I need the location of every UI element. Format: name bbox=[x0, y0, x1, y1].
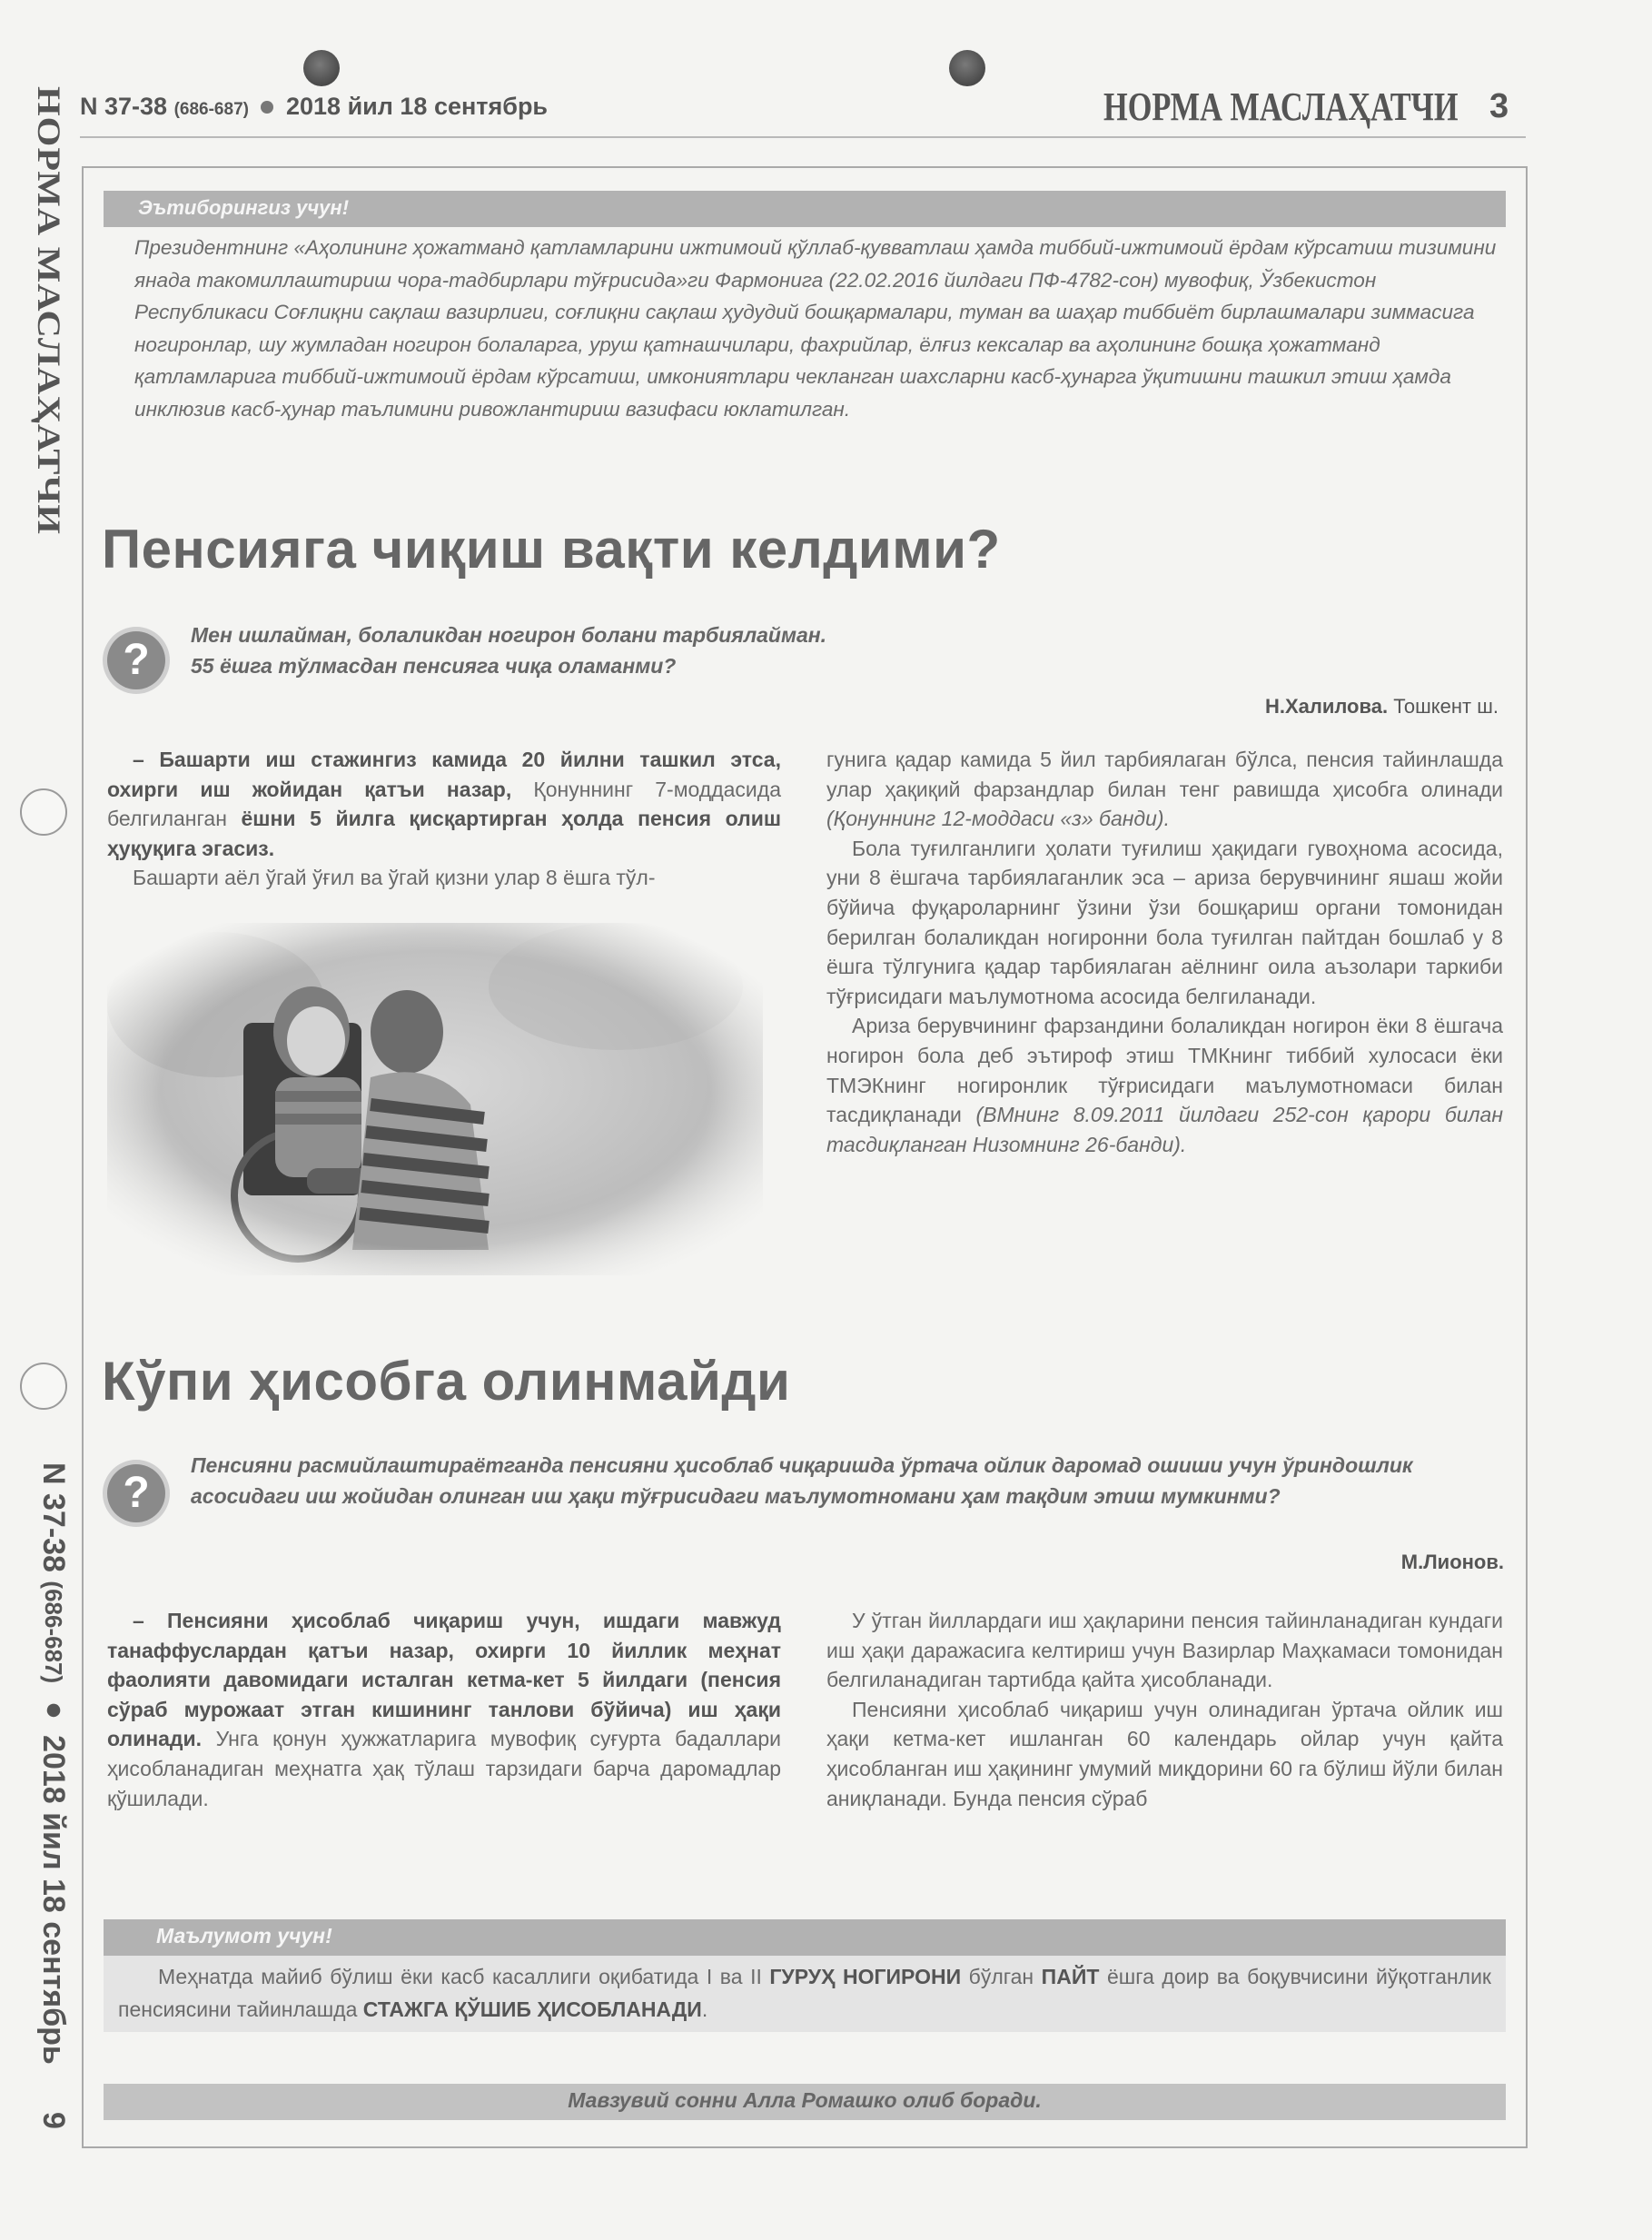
spine-page-number: 9 bbox=[36, 2112, 71, 2129]
info-b1: ГУРУҲ НОГИРОНИ bbox=[769, 1965, 962, 1988]
article2-author bbox=[1141, 1551, 1504, 1574]
punch-mark-right bbox=[949, 50, 985, 86]
article2-left-p1-bold: – Пенсияни ҳисоблаб чиқариш учун, ишдаги мавжуд танаффуслардан қатъи назар, охирги 10 йиллик меҳнат фаолияти давомидаги исталган кетма-кет 5 йилдаги (пенсия сўраб мурожаат этган кишининг танлови бўйича) иш ҳақи олинади. bbox=[107, 1609, 781, 1751]
article1-author-name: Н.Халилова. bbox=[1264, 695, 1389, 718]
article1-right-column bbox=[826, 745, 1503, 1159]
binder-hole-upper bbox=[20, 788, 67, 836]
header-dot-icon bbox=[261, 101, 273, 114]
question-icon: ? bbox=[107, 631, 165, 689]
article1-question bbox=[191, 619, 1371, 681]
spine-dot-icon: ● bbox=[36, 1691, 71, 1727]
article2-right-column bbox=[826, 1606, 1503, 1813]
article2-left-p1-rest: Унга қонун ҳужжатларига мувофиқ суғурта бадаллари ҳисобланадиган меҳнатга ҳақ тўлаш тарзидаги барча даромадлар қўшилади. bbox=[107, 1727, 781, 1810]
info-text bbox=[118, 1960, 1491, 2026]
article1-title: Пенсияга чиқиш вақти келдими? bbox=[102, 519, 1001, 580]
article1-left-p1-mid: Қонуннинг 7-моддасида белгиланган bbox=[107, 777, 781, 831]
article2-right-p1: У ўтган йиллардаги иш ҳақларини пенсия тайинланадиган кундаги иш ҳақи даражасига келтириш учун Вазирлар Маҳкамаси томонидан белгиланадиган тартибда қайта ҳисобланади. bbox=[826, 1609, 1503, 1692]
article1-right-p1: гунига қадар камида 5 йил тарбиялаган бўлса, пенсия тайинлашда улар ҳақиқий фарзандлар билан тенг равишда ҳисобга олинади bbox=[826, 748, 1503, 801]
article1-right-p2: Бола туғилганлиги ҳолати туғилиш ҳақидаги гувоҳнома асосида, уни 8 ёшгача тарбиялаганлик эса – ариза берувчининг яшаш жойи бўйича фуқароларнинг ўзини ўзи бошқариш органи томонидан берилган болаликдан ногиронни бола туғилган пайтдан бошлаб у 8 ёшга тўлгунига қадар тарбиялаган аёлнинг оила аъзолари таркиби тўғрисидаги маълумотнома асосида белгиланади. bbox=[826, 836, 1503, 1008]
article1-right-p3: Ариза берувчининг фарзандини болаликдан ногирон ёки 8 ёшгача ногирон бола деб эътироф этиш ТМКнинг тиббий хулосаси ёки ТМЭКнинг ногиронлик тўғрисидаги маълумотномаси билан тасдиқланади bbox=[826, 1014, 1503, 1127]
article1-left-column bbox=[107, 745, 781, 893]
article2-author-name: М.Лионов. bbox=[1400, 1551, 1504, 1573]
article1-left-p1-bold2: ёшни 5 йилга қисқартирган ҳолда пенсия олиш ҳуқуқига эгасиз. bbox=[107, 807, 781, 860]
photo-illustration bbox=[107, 923, 763, 1275]
header-issue-sub: (686-687) bbox=[173, 100, 249, 119]
info-t1: Меҳнатда майиб бўлиш ёки касб касаллиги оқибатида I ва II bbox=[158, 1965, 770, 1988]
header-issue: N 37-38 bbox=[80, 93, 168, 120]
article2-right-p2: Пенсияни ҳисоблаб чиқариш учун олинадиган ўртача ойлик иш ҳақи кетма-кет ишланган 60 календарь ойлар учун қайта ҳисобланган иш ҳақининг умумий миқдорини 60 га бўлиш йўли билан аниқланади. Бунда пенсия сўраб bbox=[826, 1697, 1503, 1810]
info-t3: ёшга доир ва боқувчисини йўқотганлик пенсиясини тайинлашда bbox=[118, 1965, 1491, 2021]
editor-credit: Мавзувий сонни Алла Ромашко олиб боради. bbox=[568, 2088, 1042, 2112]
article2-question: Пенсияни расмийлаштираётганда пенсияни ҳисоблаб чиқаришда ўртача ойлик даромад ошиши учун ўриндошлик асосидаги иш жойидан олинган иш ҳақи тўғрисидаги маълумотномани ҳам тақдим этиш мумкинми? bbox=[191, 1453, 1413, 1508]
header-page-number: 3 bbox=[1489, 87, 1509, 125]
photo-mother-and-child bbox=[107, 923, 763, 1275]
info-t4: . bbox=[701, 1997, 708, 2021]
spine-issue: N 37-38 bbox=[36, 1462, 71, 1572]
info-label: Маълумот учун! bbox=[156, 1924, 332, 1948]
article1-question-line2: 55 ёшга тўлмасдан пенсияга чиқа оламанми? bbox=[191, 654, 677, 678]
spine-title: НОРМА МАСЛАҲАТЧИ bbox=[30, 86, 66, 535]
article1-right-p3-ref: (ВМнинг 8.09.2011 йилдаги 252-сон қарори билан тасдиқланган Низомнинг 26-банди). bbox=[826, 1103, 1503, 1156]
binder-hole-lower bbox=[20, 1363, 67, 1410]
article1-left-p2: Башарти аёл ўгай ўғил ва ўгай қизни улар 8 ёшга тўл- bbox=[133, 866, 656, 890]
attention-text: Президентнинг «Аҳолининг ҳожатманд қатламларини ижтимоий қўллаб-қувватлаш ҳамда тиббий-ижтимоий ёрдам кўрсатиш тизимини янада такомиллаштириш чора-тадбирлари тўғрисида»ги Фармонига (22.02.2016 йилдаги ПФ-4782-сон) мувофиқ, Ўзбекистон Республикаси Соғлиқни сақлаш вазирлиги, соғлиқни сақлаш ҳудудий бошқармалари, туман ва шаҳар тиббиёт бирлашмалари зиммасига ногиронлар, шу жумладан ногирон болаларга, уруш қатнашчилари, фахрийлар, ёлғиз кексалар ва аҳолининг бошқа ҳожатманд қатламларига тиббий-ижтимоий ёрдам кўрсатиш, имкониятлари чекланган шахсларни касб-ҳунарга ўқитишни ташкил этиш ҳамда инклюзив касб-ҳунар таълимини ривожлантириш вазифаси юклатилган. bbox=[134, 236, 1497, 421]
info-b3: СТАЖГА ҚЎШИБ ҲИСОБЛАНАДИ bbox=[362, 1997, 702, 2021]
article2-title: Кўпи ҳисобга олинмайди bbox=[102, 1351, 791, 1412]
punch-mark-left bbox=[303, 50, 340, 86]
question-icon: ? bbox=[107, 1464, 165, 1522]
article2-left-column bbox=[107, 1606, 781, 1813]
article1-question-line1: Мен ишлайман, болаликдан ногирон болани тарбиялайман. bbox=[191, 623, 827, 647]
article1-right-p1-ref: (Қонуннинг 12-моддаси «з» банди). bbox=[826, 807, 1170, 831]
info-b2: ПАЙТ bbox=[1041, 1965, 1100, 1988]
header-rule bbox=[80, 136, 1526, 138]
article1-author-city: Тошкент ш. bbox=[1393, 695, 1499, 718]
attention-label: Эътиборингиз учун! bbox=[138, 196, 350, 219]
spine-issue-line bbox=[16, 1462, 71, 2065]
header-issue-line bbox=[80, 93, 548, 121]
header-date: 2018 йил 18 сентябрь bbox=[286, 93, 549, 120]
spine-issue-sub: (686-687) bbox=[40, 1581, 67, 1684]
header-title: НОРМА МАСЛАҲАТЧИ bbox=[1103, 84, 1459, 129]
article1-left-p1-bold: – Башарти иш стажингиз камида 20 йилни ташкил этса, охирги иш жойидан қатъи назар, bbox=[107, 748, 781, 801]
info-t2: бўлган bbox=[961, 1965, 1042, 1988]
spine-date: 2018 йил 18 сентябрь bbox=[36, 1735, 71, 2065]
article1-author bbox=[1135, 695, 1499, 719]
